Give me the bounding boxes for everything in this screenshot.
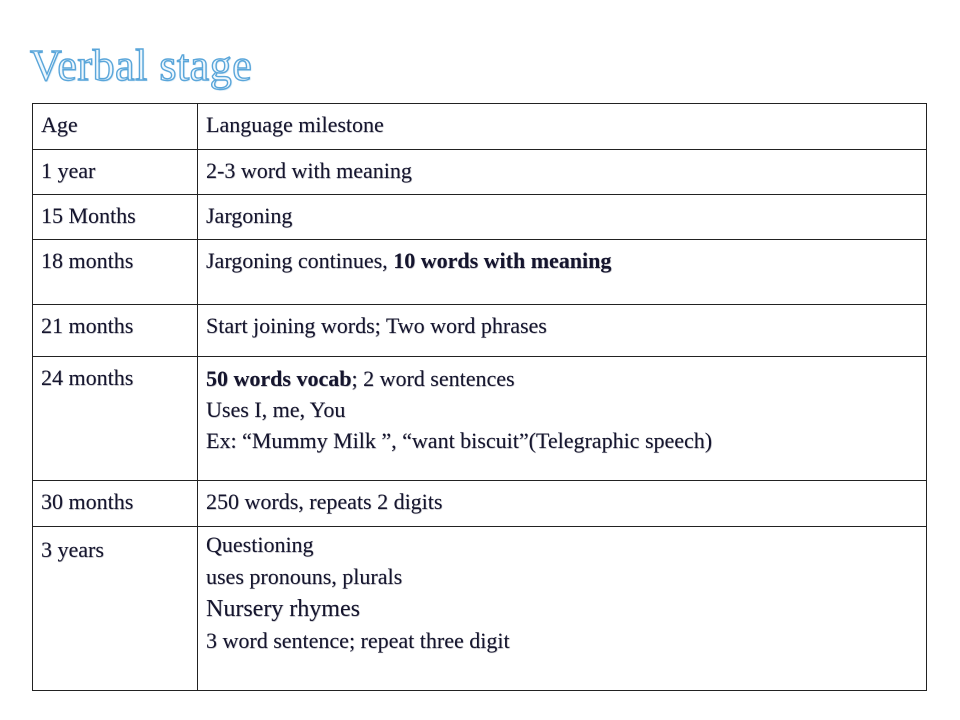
milestone-line: Uses I, me, You xyxy=(206,397,346,422)
milestone-line: Questioning xyxy=(206,532,314,557)
slide-title: Verbal stage xyxy=(30,41,253,90)
age-cell: 30 months xyxy=(33,481,198,527)
table-header-row xyxy=(33,104,927,150)
table-row xyxy=(33,195,927,240)
milestone-line: uses pronouns, plurals xyxy=(206,564,403,589)
milestone-line xyxy=(206,363,918,394)
age-cell: 24 months xyxy=(33,357,198,481)
milestone-table xyxy=(32,103,927,691)
milestone-text: Jargoning continues, xyxy=(206,248,394,273)
age-cell: 3 years xyxy=(33,527,198,691)
milestone-cell: Start joining words; Two word phrases xyxy=(198,305,927,357)
milestone-cell xyxy=(198,357,927,481)
milestone-cell xyxy=(198,527,927,691)
header-milestone: Language milestone xyxy=(198,104,927,150)
table-row xyxy=(33,481,927,527)
age-cell: 1 year xyxy=(33,150,198,195)
table-row xyxy=(33,527,927,691)
milestone-text: ; 2 word sentences xyxy=(351,366,515,391)
milestone-bold-text: 50 words vocab xyxy=(206,366,352,391)
table-row xyxy=(33,240,927,305)
age-cell: 21 months xyxy=(33,305,198,357)
milestone-cell: 2-3 word with meaning xyxy=(198,150,927,195)
milestone-line: Ex: “Mummy Milk ”, “want biscuit”(Telegraphic speech) xyxy=(206,428,713,453)
header-age: Age xyxy=(33,104,198,150)
age-cell: 15 Months xyxy=(33,195,198,240)
milestone-cell xyxy=(198,240,927,305)
milestone-bold-text: 10 words with meaning xyxy=(393,248,612,273)
table-row xyxy=(33,357,927,481)
table-row xyxy=(33,150,927,195)
milestone-line: Nursery rhymes xyxy=(206,596,360,622)
table-row xyxy=(33,305,927,357)
milestone-line: 3 word sentence; repeat three digit xyxy=(206,628,510,653)
milestone-cell: 250 words, repeats 2 digits xyxy=(198,481,927,527)
age-cell: 18 months xyxy=(33,240,198,305)
milestone-cell: Jargoning xyxy=(198,195,927,240)
